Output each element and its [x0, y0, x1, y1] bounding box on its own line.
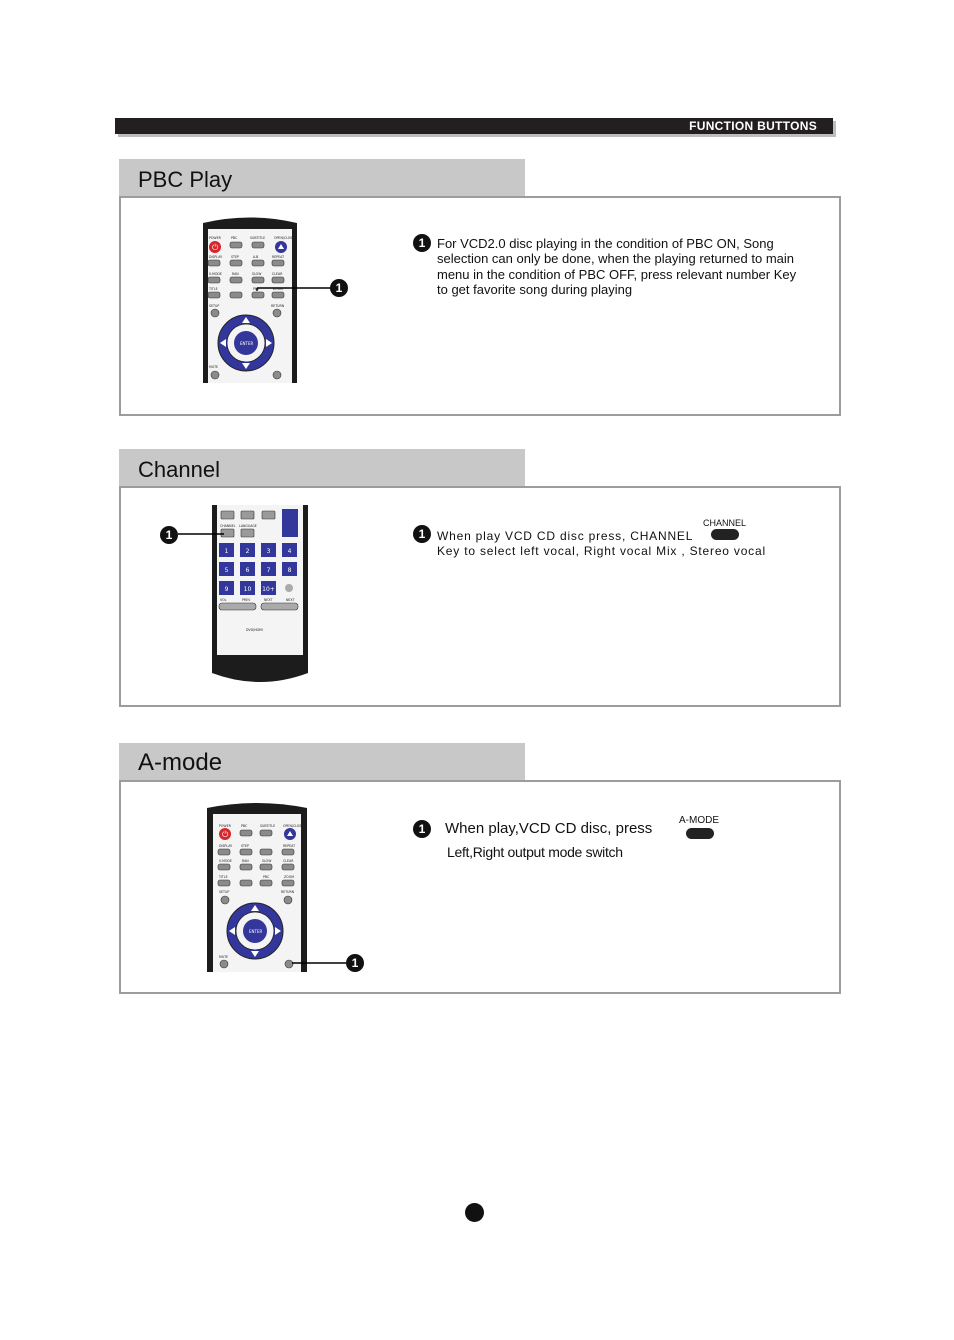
svg-text:DVD/HDMI: DVD/HDMI	[246, 628, 263, 632]
a-mode-title: A-mode	[138, 749, 223, 776]
svg-text:TITLE: TITLE	[219, 875, 228, 879]
pbc-callout-line	[255, 286, 335, 296]
svg-text:2: 2	[245, 548, 250, 555]
svg-text:OPEN/CLOSE: OPEN/CLOSE	[283, 824, 304, 828]
svg-text:OPEN/CLOSE: OPEN/CLOSE	[274, 236, 295, 240]
svg-text:7: 7	[266, 567, 271, 574]
channel-desc-line: When play VCD CD disc press, CHANNEL	[437, 529, 694, 543]
pbc-step-number: 1	[413, 234, 431, 252]
svg-text:NEXT: NEXT	[286, 598, 295, 602]
svg-text:4: 4	[287, 548, 292, 555]
svg-text:CLEAR: CLEAR	[272, 272, 283, 276]
a-mode-button-icon	[686, 828, 714, 839]
svg-text:SETUP: SETUP	[209, 304, 220, 308]
a-mode-desc-line-2: Left,Right output mode switch	[447, 844, 623, 860]
svg-text:RAN: RAN	[242, 859, 249, 863]
svg-text:3: 3	[266, 548, 271, 555]
a-mode-step-number: 1	[413, 820, 431, 838]
pbc-desc-line: For VCD2.0 disc playing in the condition of PBC ON, Song	[437, 236, 774, 251]
pbc-desc-line: menu in the condition of PBC OFF, press relevant number Key	[437, 266, 797, 282]
svg-text:ZOOM: ZOOM	[273, 287, 283, 291]
svg-text:PBC: PBC	[253, 287, 260, 291]
svg-text:ENTER: ENTER	[249, 929, 263, 934]
svg-text:STEP: STEP	[241, 844, 249, 848]
header-title: FUNCTION BUTTONS	[689, 119, 817, 133]
a-mode-button-caption: A-MODE	[679, 815, 719, 826]
svg-text:PBC: PBC	[231, 236, 238, 240]
pbc-desc-line: to get favorite song during playing	[437, 281, 633, 297]
a-mode-callout-line	[292, 961, 348, 967]
svg-text:POWER: POWER	[219, 824, 231, 828]
a-mode-remote-illustration	[205, 802, 309, 972]
pbc-desc-line: selection can only be done, when the playing returned to main	[437, 251, 795, 267]
pbc-remote-illustration	[195, 215, 305, 385]
pbc-play-title: PBC Play	[138, 167, 233, 192]
channel-desc-line: Key to select left vocal, Right vocal Mix , Stereo vocal	[437, 544, 766, 558]
channel-callout-number: 1	[160, 526, 178, 544]
svg-text:TITLE: TITLE	[209, 287, 218, 291]
svg-text:LANGUAGE: LANGUAGE	[239, 524, 257, 528]
svg-text:V-MODE: V-MODE	[209, 272, 222, 276]
svg-text:⏻: ⏻	[212, 243, 219, 252]
svg-text:REPEAT: REPEAT	[283, 844, 296, 848]
svg-text:CLEAR: CLEAR	[283, 859, 294, 863]
svg-text:6: 6	[245, 567, 250, 574]
svg-text:5: 5	[224, 567, 229, 574]
channel-button-caption: CHANNEL	[703, 518, 747, 528]
svg-text:V-MODE: V-MODE	[219, 859, 232, 863]
svg-text:POWER: POWER	[209, 236, 221, 240]
svg-text:SLOW: SLOW	[262, 859, 272, 863]
svg-text:RETURN: RETURN	[271, 304, 285, 308]
svg-text:PREV: PREV	[242, 598, 251, 602]
channel-button-icon	[711, 529, 739, 540]
channel-callout-line	[178, 532, 228, 538]
a-mode-desc-line-1: When play,VCD CD disc, press	[445, 820, 653, 837]
pbc-play-tab	[119, 159, 525, 198]
svg-text:SETUP: SETUP	[219, 890, 230, 894]
svg-text:NEXT: NEXT	[264, 598, 273, 602]
svg-text:SUBTITLE: SUBTITLE	[250, 236, 266, 240]
page-number-marker	[465, 1203, 484, 1222]
svg-text:REPEAT: REPEAT	[272, 255, 285, 259]
pbc-callout-number: 1	[330, 279, 348, 297]
svg-text:VOL: VOL	[220, 598, 227, 602]
svg-text:CHANNEL: CHANNEL	[220, 524, 236, 528]
a-mode-tab	[119, 743, 525, 782]
svg-text:MUTE: MUTE	[219, 955, 229, 959]
svg-text:MUTE: MUTE	[209, 365, 219, 369]
svg-text:8: 8	[287, 567, 292, 574]
channel-tab	[119, 449, 525, 488]
svg-text:RAN: RAN	[232, 272, 239, 276]
svg-text:PBC: PBC	[263, 875, 270, 879]
svg-text:STEP: STEP	[231, 255, 239, 259]
svg-text:ZOOM: ZOOM	[284, 875, 294, 879]
channel-title: Channel	[138, 457, 220, 482]
svg-text:1: 1	[224, 548, 229, 555]
svg-text:PBC: PBC	[241, 824, 248, 828]
svg-text:ENTER: ENTER	[240, 341, 254, 346]
section-header-bar	[115, 118, 833, 134]
svg-text:9: 9	[224, 586, 229, 593]
channel-step-number: 1	[413, 525, 431, 543]
a-mode-callout-number: 1	[346, 954, 364, 972]
channel-description	[437, 529, 817, 559]
svg-text:DISPLAY: DISPLAY	[219, 844, 233, 848]
svg-text:⏻: ⏻	[222, 830, 229, 839]
svg-text:RETURN: RETURN	[281, 890, 295, 894]
svg-text:DISPLAY: DISPLAY	[209, 255, 223, 259]
pbc-description	[437, 236, 817, 297]
svg-text:SLOW: SLOW	[252, 272, 262, 276]
svg-text:SUBTITLE: SUBTITLE	[260, 824, 276, 828]
svg-text:10: 10	[243, 586, 252, 593]
svg-text:10+: 10+	[262, 586, 275, 593]
svg-text:A-B: A-B	[253, 255, 259, 259]
